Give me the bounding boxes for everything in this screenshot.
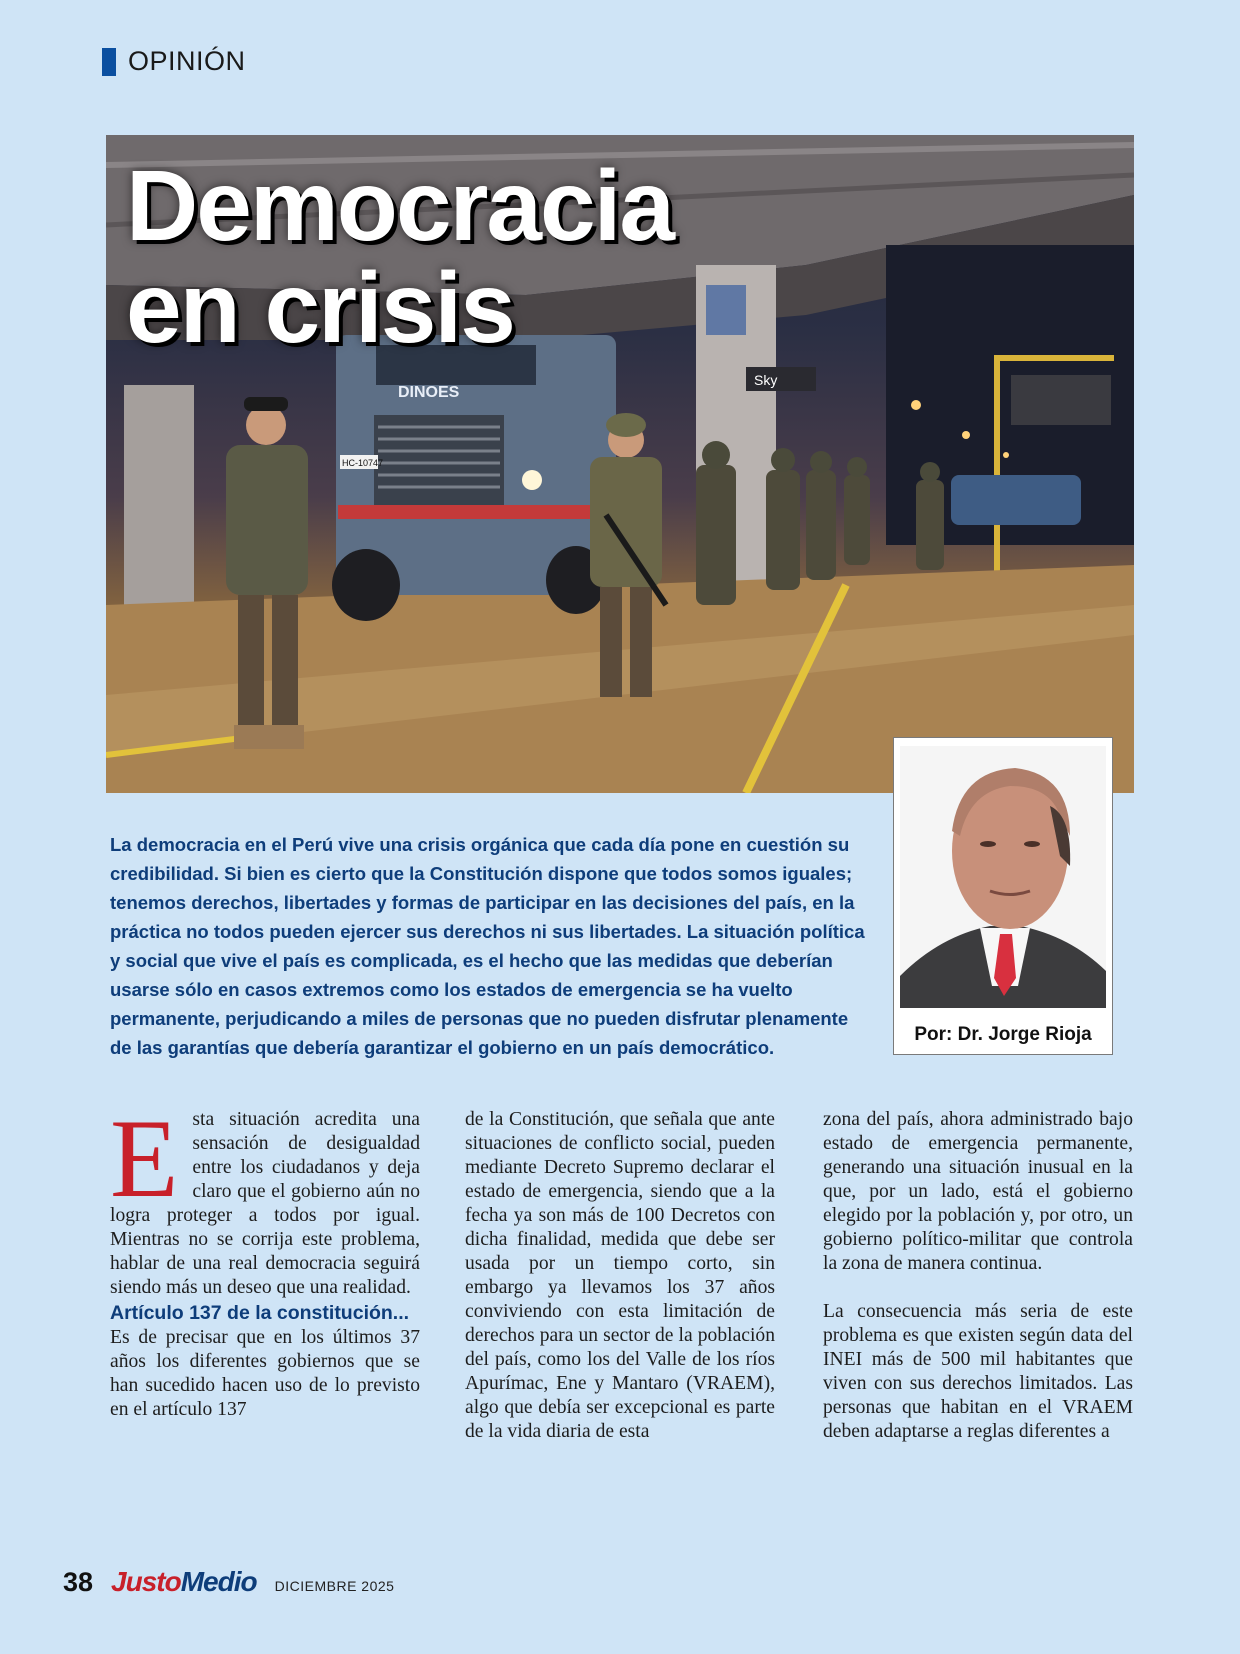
author-photo xyxy=(900,746,1106,1008)
column-2 xyxy=(465,1108,775,1444)
body-paragraph-5: La consecuencia más seria de este problema es que existen según data del INEI más de 500 mil habitantes que viven con sus derechos limitados. Las personas que habitan en el VRAEM deben adaptarse a reglas diferentes a xyxy=(823,1301,1133,1442)
shop-sign: Sky xyxy=(754,372,778,388)
article-title xyxy=(126,150,673,364)
title-line-1: Democracia xyxy=(126,150,673,262)
brand-part-2: Medio xyxy=(180,1566,257,1597)
author-caption: Por: Dr. Jorge Rioja xyxy=(914,1024,1092,1045)
lead-paragraph: La democracia en el Perú vive una crisis orgánica que cada día pone en cuestión su credibilidad. Si bien es cierto que la Constitución dispone que todos somos iguales; tenemos derechos, libertades y formas de participar en las decisiones del país, en la práctica no todos pueden ejercer sus derechos ni sus libertades. La situación política y social que vive el país es complicada, es el hecho que las medidas que deberían usarse sólo en casos extremos como los estados de emergencia se ha vuelto permanente, perjudicando a miles de personas que no pueden disfrutar plenamente de las garantías que debería garantizar el gobierno en un país democrático. xyxy=(110,834,865,1058)
armored-vehicle xyxy=(332,335,616,621)
section-label: OPINIÓN xyxy=(128,46,246,76)
body-paragraph-4: zona del país, ahora administrado bajo estado de emergencia permanente, generando una situación inusual en la que, por un lado, está el gobierno elegido por la población y, por otro, un gobierno político-militar que controla la zona de manera continua. xyxy=(823,1109,1133,1274)
column-3 xyxy=(823,1108,1133,1444)
body-paragraph-2: Es de precisar que en los últimos 37 años los diferentes gobiernos que se han sucedido hacen uso de lo previsto en el artículo 137 xyxy=(110,1327,420,1420)
column-1 xyxy=(110,1097,420,1422)
section-bar xyxy=(102,48,116,76)
vehicle-label: DINOES xyxy=(398,384,460,401)
page-number: 38 xyxy=(63,1567,94,1597)
pillar-left xyxy=(124,385,194,625)
brand-logo xyxy=(111,1566,257,1598)
author-portrait xyxy=(900,746,1106,1008)
title-line-2: en crisis xyxy=(126,252,514,364)
author-box xyxy=(893,737,1113,1055)
body-paragraph-1: sta situación acredita una sensación de desigualdad entre los ciudadanos y deja claro que el gobierno aún no logra proteger a todos por igual. Mientras no se corrija este problema, hablar de una real democracia seguirá siendo más un deseo que una realidad. xyxy=(110,1109,420,1298)
issue-date: DICIEMBRE 2025 xyxy=(274,1578,395,1594)
section-tag xyxy=(102,46,246,77)
brand-part-1: Justo xyxy=(111,1566,181,1597)
hero-photo xyxy=(106,135,1134,793)
vehicle-plate: HC-10747 xyxy=(342,458,384,468)
drop-cap: E xyxy=(110,1097,179,1221)
body-paragraph-3: de la Constitución, que señala que ante situaciones de conflicto social, pueden mediante Decreto Supremo declarar el estado de emergencia, siendo que a la fecha ya son más de 100 Decretos con dicha finalidad, medida que debe ser usada por un tiempo corto, sin embargo ya llevamos los 37 años conviviendo con esta limitación de derechos para un sector de la población del país, como los del Valle de los ríos Apurímac, Ene y Mantaro (VRAEM), algo que debía ser excepcional es parte de la vida diaria de esta xyxy=(465,1109,775,1442)
van xyxy=(951,475,1081,525)
subheading: Artículo 137 de la constitución... xyxy=(110,1302,410,1324)
page-footer xyxy=(63,1566,394,1598)
